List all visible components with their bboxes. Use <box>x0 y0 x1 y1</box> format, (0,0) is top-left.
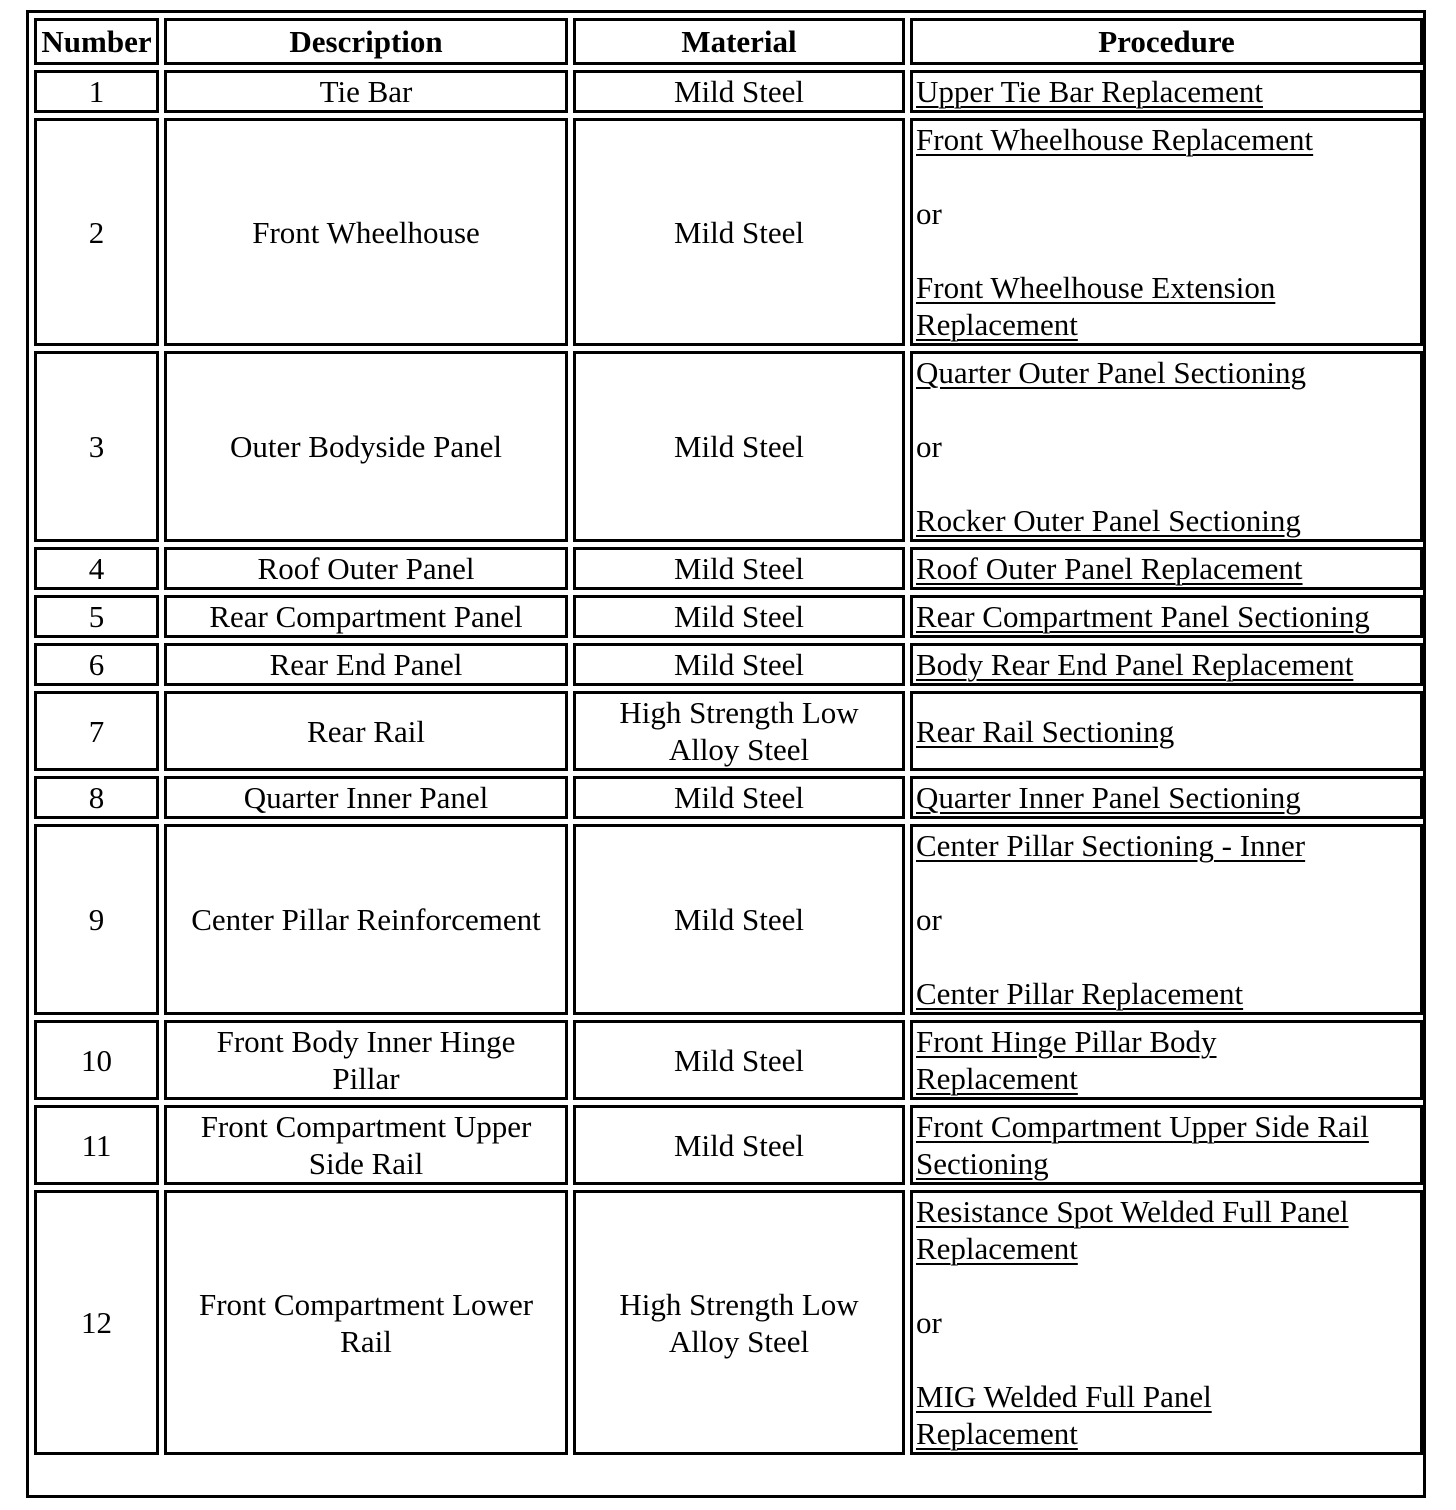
table-row <box>34 70 1423 113</box>
procedure-link[interactable] <box>916 73 1417 110</box>
procedure-link-line: Resistance Spot Welded Full Panel <box>916 1194 1349 1229</box>
cell-procedure <box>910 118 1423 346</box>
cell-description <box>164 824 568 1015</box>
cell-description <box>164 70 568 113</box>
cell-material <box>573 70 905 113</box>
header-description: Description <box>164 18 568 65</box>
table-row <box>34 643 1423 686</box>
header-number: Number <box>34 18 159 65</box>
cell-number: 1 <box>34 70 159 113</box>
cell-procedure <box>910 351 1423 542</box>
procedure-link[interactable] <box>916 779 1417 816</box>
spacer <box>916 1267 1417 1304</box>
parts-table <box>29 13 1428 1460</box>
cell-number: 4 <box>34 547 159 590</box>
procedure-link-line: Front Wheelhouse Replacement <box>916 122 1314 157</box>
cell-description <box>164 1190 568 1455</box>
procedure-link-line: Sectioning <box>916 1146 1049 1181</box>
cell-procedure <box>910 1190 1423 1455</box>
procedure-link-line: Replacement <box>916 307 1078 342</box>
procedure-link[interactable] <box>916 1378 1417 1452</box>
description-line: Tie Bar <box>319 74 413 109</box>
description-line: Outer Bodyside Panel <box>229 429 503 464</box>
procedure-link[interactable] <box>916 269 1417 343</box>
cell-number: 12 <box>34 1190 159 1455</box>
procedure-link[interactable] <box>916 975 1417 1012</box>
table-row <box>34 1020 1423 1100</box>
description-line: Pillar <box>332 1061 400 1096</box>
cell-description <box>164 1020 568 1100</box>
spacer <box>916 938 1417 975</box>
description-line: Rear End Panel <box>269 647 463 682</box>
material-line: Mild Steel <box>673 599 805 634</box>
cell-number: 3 <box>34 351 159 542</box>
procedure-link-line: Roof Outer Panel Replacement <box>916 551 1303 586</box>
cell-number: 8 <box>34 776 159 819</box>
description-line: Rear Rail <box>307 713 425 749</box>
cell-description <box>164 643 568 686</box>
procedure-link[interactable] <box>916 121 1417 158</box>
header-procedure: Procedure <box>910 18 1423 65</box>
procedure-link-line: Quarter Outer Panel Sectioning <box>916 355 1306 390</box>
description-line: Side Rail <box>308 1146 424 1181</box>
cell-number: 5 <box>34 595 159 638</box>
cell-material <box>573 547 905 590</box>
spacer <box>916 158 1417 195</box>
procedure-link-line: Replacement <box>916 1061 1078 1096</box>
spacer <box>916 232 1417 269</box>
description-line: Rear Compartment Panel <box>209 599 523 634</box>
material-line: Mild Steel <box>673 429 805 464</box>
cell-description <box>164 351 568 542</box>
table-row <box>34 824 1423 1015</box>
procedure-link-line: Replacement <box>916 1231 1078 1266</box>
procedure-link[interactable] <box>916 646 1417 683</box>
or-separator: or <box>916 429 942 464</box>
description-line: Front Compartment Upper <box>200 1109 532 1144</box>
procedure-link-line: Upper Tie Bar Replacement <box>916 74 1263 109</box>
material-line: Mild Steel <box>673 74 805 109</box>
spacer <box>916 465 1417 502</box>
procedure-link-line: Front Compartment Upper Side Rail <box>916 1109 1369 1144</box>
material-line: Mild Steel <box>673 1042 805 1078</box>
procedure-link-line: MIG Welded Full Panel <box>916 1379 1212 1414</box>
cell-number: 9 <box>34 824 159 1015</box>
cell-number: 10 <box>34 1020 159 1100</box>
description-line: Quarter Inner Panel <box>243 780 489 815</box>
cell-description <box>164 776 568 819</box>
table-row <box>34 351 1423 542</box>
procedure-link-line: Quarter Inner Panel Sectioning <box>916 780 1301 815</box>
table-row <box>34 691 1423 771</box>
material-line: Mild Steel <box>673 780 805 815</box>
table-row <box>34 118 1423 346</box>
material-line: Mild Steel <box>673 647 805 682</box>
cell-material <box>573 776 905 819</box>
cell-material <box>573 1020 905 1100</box>
cell-procedure <box>910 1105 1423 1185</box>
cell-material <box>573 824 905 1015</box>
procedure-link[interactable] <box>916 1108 1417 1182</box>
or-separator: or <box>916 902 942 937</box>
procedure-link-line: Front Hinge Pillar Body <box>916 1024 1217 1059</box>
procedure-link-line: Rocker Outer Panel Sectioning <box>916 503 1301 538</box>
cell-number: 7 <box>34 691 159 771</box>
cell-material <box>573 1105 905 1185</box>
cell-procedure <box>910 691 1423 771</box>
material-line: Mild Steel <box>673 902 805 937</box>
cell-description <box>164 1105 568 1185</box>
table-row <box>34 776 1423 819</box>
procedure-link[interactable] <box>916 354 1417 391</box>
table-row <box>34 1105 1423 1185</box>
spacer <box>916 864 1417 901</box>
cell-material <box>573 1190 905 1455</box>
cell-description <box>164 691 568 771</box>
cell-material <box>573 118 905 346</box>
procedure-link-line: Rear Rail Sectioning <box>916 713 1175 749</box>
description-line: Front Wheelhouse <box>252 214 480 250</box>
spacer <box>916 1341 1417 1378</box>
table-row <box>34 1190 1423 1455</box>
description-line: Front Body Inner Hinge <box>216 1024 516 1059</box>
procedure-link[interactable] <box>916 598 1417 635</box>
cell-material <box>573 595 905 638</box>
description-line: Front Compartment Lower <box>198 1286 534 1322</box>
procedure-link[interactable] <box>916 550 1417 587</box>
material-line: High Strength Low <box>619 1286 859 1322</box>
procedure-link[interactable] <box>916 1193 1417 1267</box>
procedure-link-line: Body Rear End Panel Replacement <box>916 647 1354 682</box>
procedure-link[interactable] <box>916 502 1417 539</box>
procedure-link-line: Front Wheelhouse Extension <box>916 270 1276 305</box>
procedure-link[interactable] <box>916 827 1417 864</box>
procedure-link-line: Replacement <box>916 1416 1078 1451</box>
material-line: Alloy Steel <box>668 1323 810 1359</box>
cell-procedure <box>910 824 1423 1015</box>
cell-material <box>573 691 905 771</box>
description-line: Rail <box>340 1323 392 1359</box>
cell-procedure <box>910 1020 1423 1100</box>
cell-procedure <box>910 70 1423 113</box>
cell-procedure <box>910 595 1423 638</box>
cell-number: 11 <box>34 1105 159 1185</box>
procedure-link-line: Center Pillar Replacement <box>916 976 1244 1011</box>
table-body <box>34 70 1423 1455</box>
cell-procedure <box>910 643 1423 686</box>
cell-number: 2 <box>34 118 159 346</box>
or-separator: or <box>916 1305 942 1340</box>
cell-description <box>164 595 568 638</box>
cell-material <box>573 351 905 542</box>
procedure-link-line: Center Pillar Sectioning - Inner <box>916 828 1306 863</box>
procedure-link-line: Rear Compartment Panel Sectioning <box>916 599 1370 634</box>
table-row <box>34 595 1423 638</box>
table-row <box>34 547 1423 590</box>
description-line: Center Pillar Reinforcement <box>191 902 541 937</box>
material-line: Mild Steel <box>673 551 805 586</box>
cell-number: 6 <box>34 643 159 686</box>
cell-description <box>164 118 568 346</box>
procedure-link[interactable] <box>916 1023 1417 1097</box>
spacer <box>916 391 1417 428</box>
material-line: High Strength Low <box>619 695 859 730</box>
procedure-link[interactable] <box>916 713 1417 750</box>
description-line: Roof Outer Panel <box>257 551 475 586</box>
or-separator: or <box>916 196 942 231</box>
material-line: Mild Steel <box>673 214 805 250</box>
material-line: Mild Steel <box>673 1127 805 1163</box>
material-line: Alloy Steel <box>668 732 810 767</box>
cell-material <box>573 643 905 686</box>
cell-procedure <box>910 776 1423 819</box>
header-material: Material <box>573 18 905 65</box>
cell-description <box>164 547 568 590</box>
cell-procedure <box>910 547 1423 590</box>
header-row <box>34 18 1423 65</box>
